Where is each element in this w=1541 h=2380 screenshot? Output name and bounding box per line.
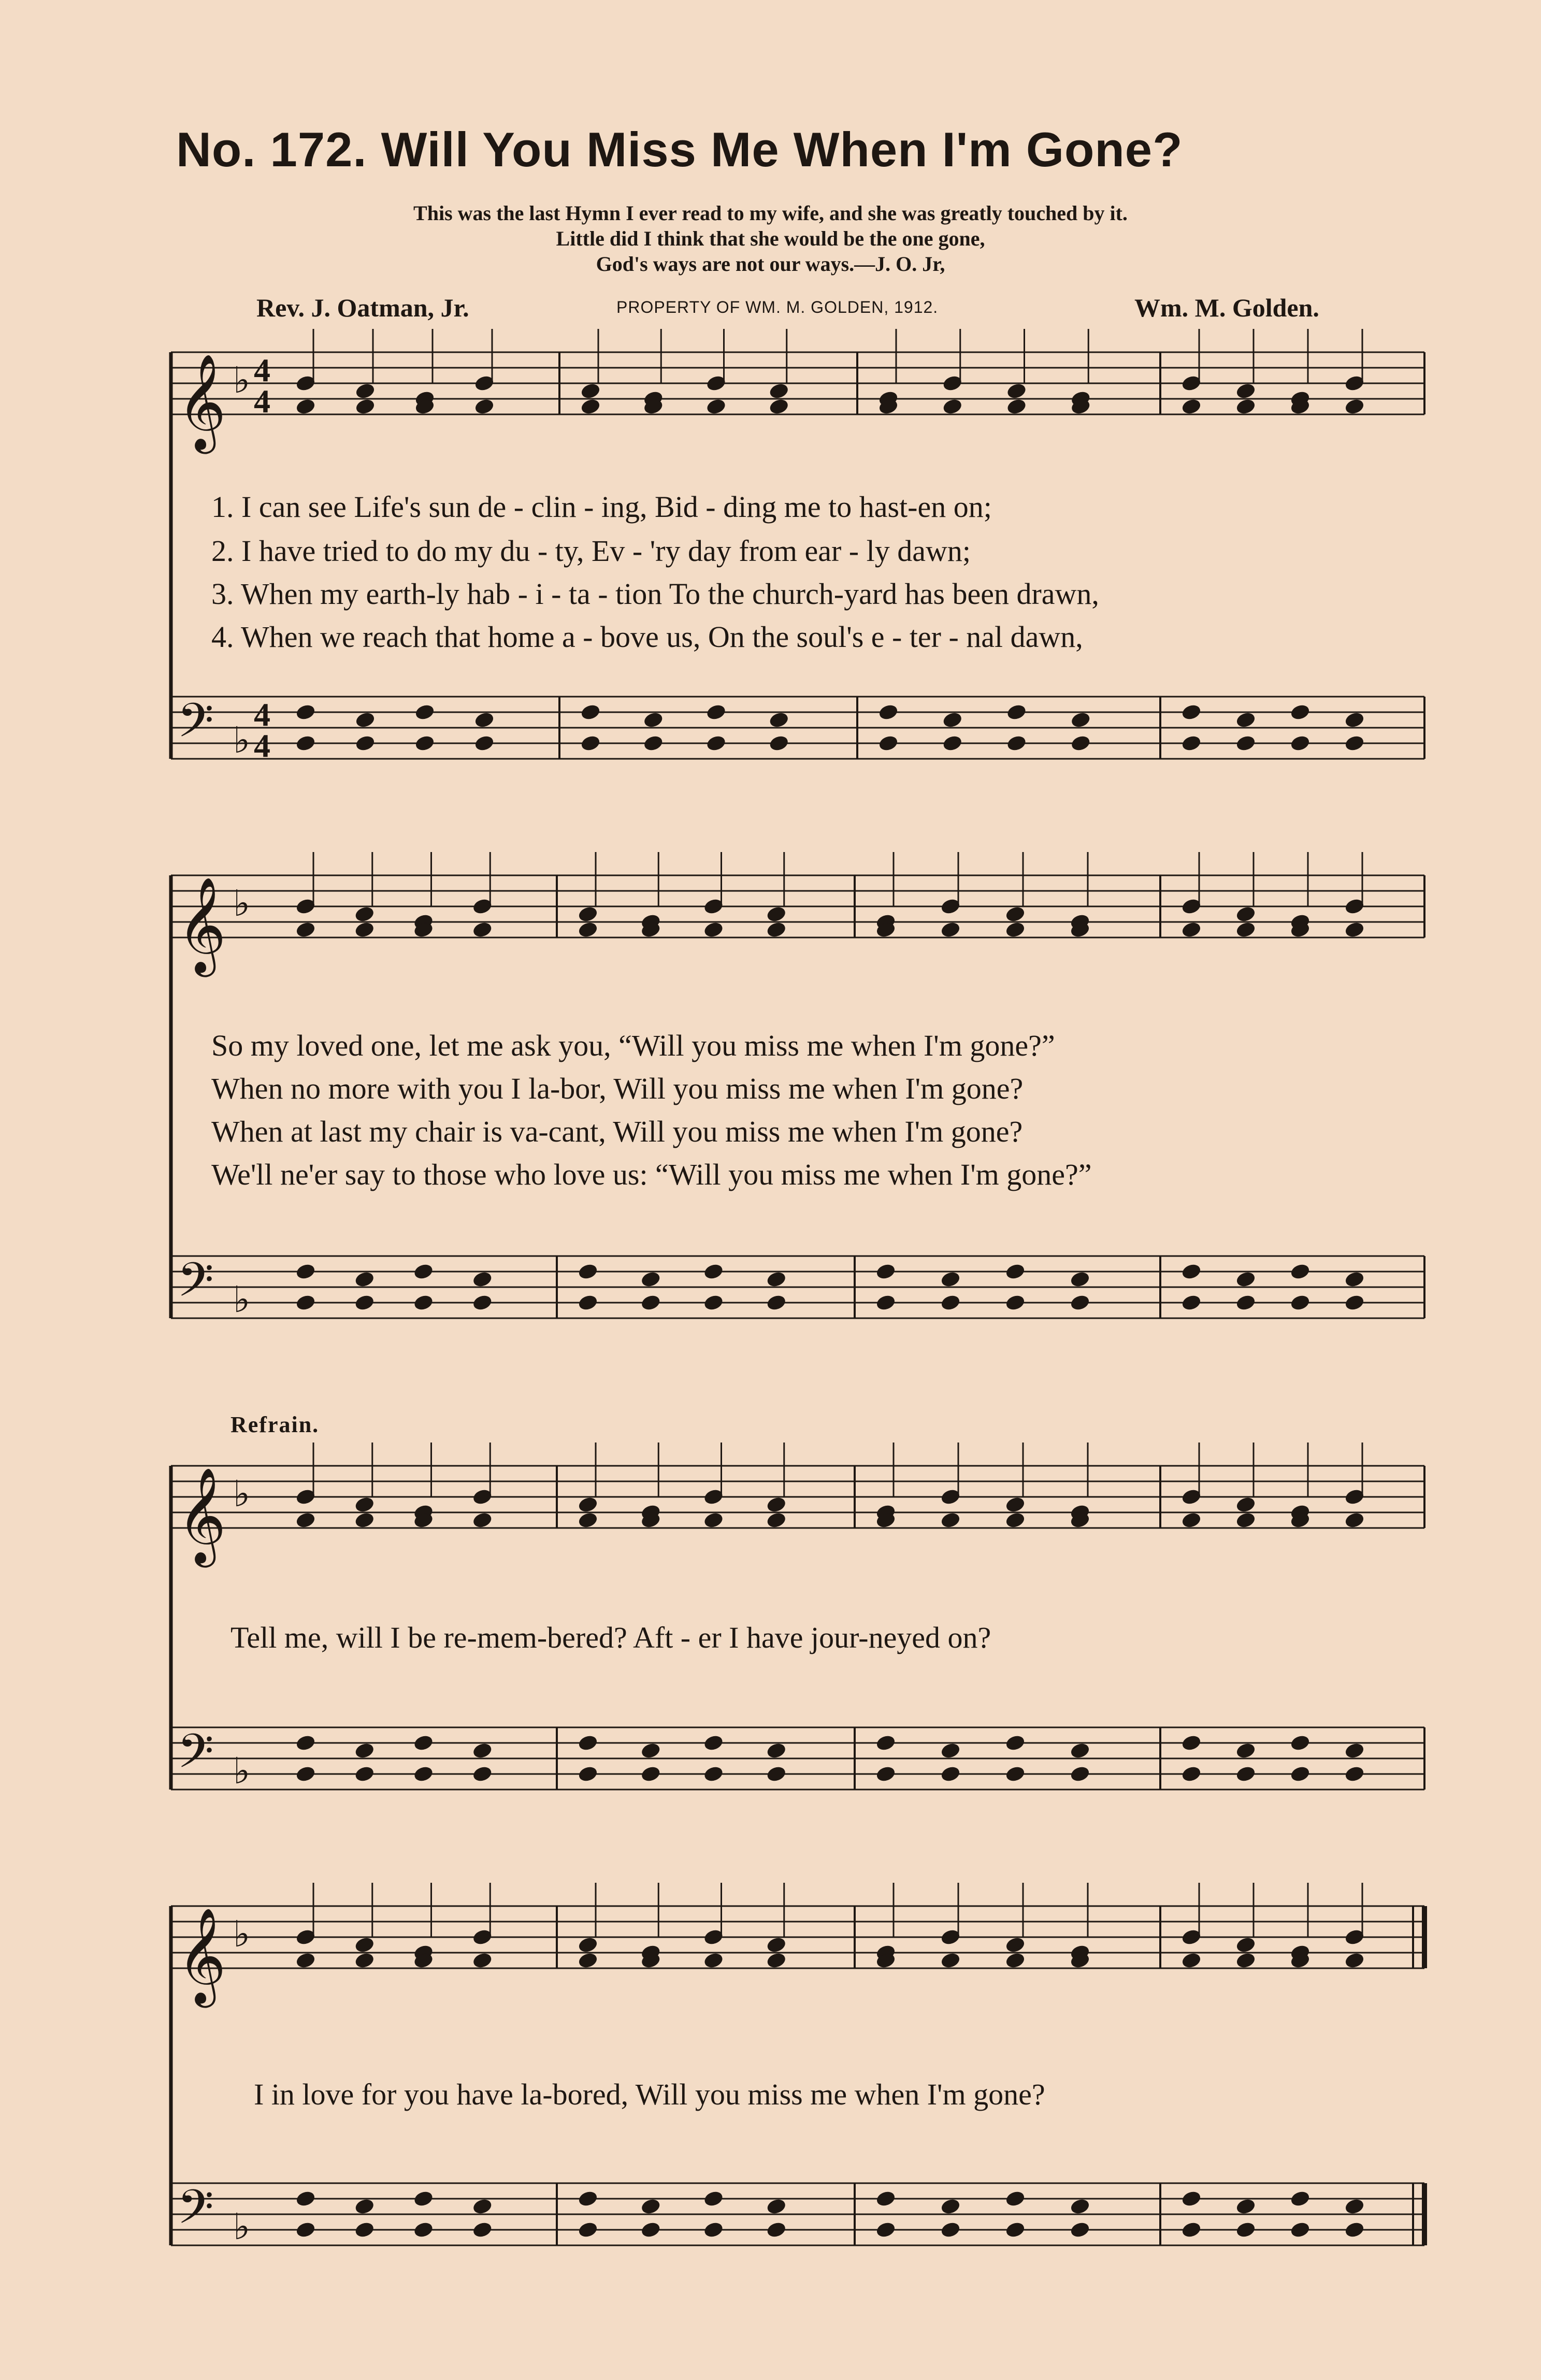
notehead [1344, 2198, 1365, 2215]
notehead [354, 1294, 375, 1311]
notehead [472, 2221, 493, 2239]
refrain-lyric-line-1: Tell me, will I be re-mem-bered? Aft - er I have jour-neyed on? [231, 1621, 991, 1654]
notehead [1235, 1271, 1256, 1288]
notehead [354, 1952, 375, 1969]
notehead [766, 2198, 787, 2215]
notehead [414, 734, 435, 752]
notehead [578, 1496, 598, 1513]
notehead [703, 1952, 724, 1969]
notehead [1344, 734, 1365, 752]
bass-clef-icon: 𝄢 [177, 1252, 214, 1319]
notehead [413, 2190, 434, 2208]
notehead [578, 1734, 598, 1752]
notehead [413, 1734, 434, 1752]
notehead [875, 1765, 896, 1783]
notehead [940, 1511, 961, 1529]
notehead [703, 921, 724, 939]
notehead [578, 1765, 598, 1783]
notehead [1005, 1294, 1026, 1311]
notehead [413, 1294, 434, 1311]
notehead [766, 1511, 787, 1529]
notehead [295, 2190, 316, 2208]
verse-2-line-2: When no more with you I la-bor, Will you miss me when I'm gone? [211, 1072, 1024, 1105]
notehead [472, 1742, 493, 1759]
verse-3-line-1: 3. When my earth-ly hab - i - ta - tion To the church-yard has been drawn, [211, 577, 1099, 611]
notehead [578, 1511, 598, 1529]
notehead [578, 921, 598, 939]
notehead [1006, 382, 1027, 400]
notehead [1005, 1511, 1026, 1529]
verse-1-line-2: So my loved one, let me ask you, “Will you miss me when I'm gone?” [211, 1029, 1055, 1062]
notehead [1070, 1294, 1090, 1311]
notehead [640, 1294, 661, 1311]
notehead [878, 734, 899, 752]
notehead [1344, 1271, 1365, 1288]
notehead [1235, 1294, 1256, 1311]
notehead [1235, 1511, 1256, 1529]
notehead [1070, 1742, 1090, 1759]
composer-credit: Wm. M. Golden. [1134, 293, 1319, 322]
notehead [580, 734, 601, 752]
notehead [1235, 2198, 1256, 2215]
notehead [295, 1734, 316, 1752]
notehead [1181, 398, 1202, 415]
notehead [354, 921, 375, 939]
notehead [578, 1294, 598, 1311]
notehead [703, 1734, 724, 1752]
notehead [940, 1271, 961, 1288]
notehead [355, 382, 376, 400]
notehead [1290, 1734, 1310, 1752]
notehead [703, 2221, 724, 2239]
time-signature-digit: 4 [254, 696, 270, 733]
notehead [578, 1952, 598, 1969]
notehead [1290, 1263, 1310, 1280]
notehead [1006, 703, 1027, 721]
notehead [472, 1952, 493, 1969]
notehead [703, 1765, 724, 1783]
notehead [940, 1952, 961, 1969]
notehead [1005, 905, 1026, 923]
notehead [295, 703, 316, 721]
notehead [766, 1952, 787, 1969]
notehead [295, 921, 316, 939]
notehead [703, 1294, 724, 1311]
notehead [1344, 711, 1365, 729]
time-signature-digit: 4 [254, 383, 270, 420]
notehead [295, 734, 316, 752]
notehead [1344, 1742, 1365, 1759]
notehead [1290, 2190, 1310, 2208]
notehead [1005, 2190, 1026, 2208]
notehead [354, 1765, 375, 1783]
notehead [1070, 1271, 1090, 1288]
flat-key-signature-icon: ♭ [233, 359, 251, 401]
notehead [1290, 734, 1310, 752]
notehead [640, 1742, 661, 1759]
verse-2-line-1: 2. I have tried to do my du - ty, Ev - 'ry day from ear - ly dawn; [211, 534, 971, 568]
notehead [1235, 1952, 1256, 1969]
verse-4-line-2: We'll ne'er say to those who love us: “Will you miss me when I'm gone?” [211, 1158, 1092, 1191]
flat-key-signature-icon: ♭ [233, 1278, 251, 1321]
time-signature-digit: 4 [254, 727, 270, 764]
notehead [766, 2221, 787, 2239]
notehead [295, 1263, 316, 1280]
notehead [940, 2221, 961, 2239]
notehead [1005, 1734, 1026, 1752]
hymn-note-line-1: This was the last Hymn I ever read to my wife, and she was greatly touched by it. [413, 201, 1128, 225]
notehead [355, 711, 376, 729]
notehead [472, 921, 493, 939]
treble-clef-icon: 𝄞 [177, 1907, 226, 2003]
notehead [875, 1294, 896, 1311]
property-notice: PROPERTY OF WM. M. GOLDEN, 1912. [616, 298, 939, 316]
verse-4-line-1: 4. When we reach that home a - bove us, On the soul's e - ter - nal dawn, [211, 620, 1083, 654]
notehead [472, 1765, 493, 1783]
notehead [1181, 703, 1202, 721]
flat-key-signature-icon: ♭ [233, 1473, 251, 1515]
notehead [769, 734, 789, 752]
notehead [1070, 711, 1091, 729]
lyricist-credit: Rev. J. Oatman, Jr. [256, 293, 469, 322]
notehead [1235, 1765, 1256, 1783]
notehead [766, 1765, 787, 1783]
notehead [1235, 711, 1256, 729]
notehead [942, 734, 963, 752]
notehead [766, 1496, 787, 1513]
notehead [1344, 2221, 1365, 2239]
notehead [703, 1263, 724, 1280]
notehead [1344, 1294, 1365, 1311]
notehead [295, 398, 316, 415]
notehead [472, 1511, 493, 1529]
treble-clef-icon: 𝄞 [177, 876, 226, 973]
notehead [766, 1294, 787, 1311]
notehead [643, 734, 664, 752]
notehead [413, 1765, 434, 1783]
notehead [1070, 2221, 1090, 2239]
notehead [354, 1271, 375, 1288]
notehead [1290, 2221, 1310, 2239]
notehead [875, 1263, 896, 1280]
bass-clef-icon: 𝄢 [177, 1724, 214, 1790]
notehead [1005, 921, 1026, 939]
notehead [878, 703, 899, 721]
notehead [1181, 1765, 1202, 1783]
notehead [940, 2198, 961, 2215]
notehead [766, 1936, 787, 1954]
notehead [766, 1742, 787, 1759]
notehead [578, 2190, 598, 2208]
notehead [705, 703, 726, 721]
notehead [414, 703, 435, 721]
time-signature-digit: 4 [254, 352, 270, 388]
notehead [1235, 1742, 1256, 1759]
notehead [413, 2221, 434, 2239]
hymn-note-line-2: Little did I think that she would be the one gone, [556, 227, 985, 250]
notehead [766, 905, 787, 923]
hymn-note-line-3: God's ways are not our ways.—J. O. Jr, [596, 252, 945, 276]
notehead [1235, 1936, 1256, 1954]
notehead [703, 2190, 724, 2208]
verse-1-line-1: 1. I can see Life's sun de - clin - ing, Bid - ding me to hast-en on; [211, 490, 992, 524]
flat-key-signature-icon: ♭ [233, 2205, 251, 2248]
notehead [354, 905, 375, 923]
notehead [1344, 1765, 1365, 1783]
notehead [1344, 1952, 1365, 1969]
notehead [578, 905, 598, 923]
notehead [940, 1294, 961, 1311]
notehead [1344, 398, 1365, 415]
notehead [474, 398, 495, 415]
notehead [472, 1294, 493, 1311]
notehead [766, 921, 787, 939]
notehead [1235, 398, 1256, 415]
notehead [1005, 2221, 1026, 2239]
notehead [578, 2221, 598, 2239]
notehead [875, 2221, 896, 2239]
notehead [1235, 382, 1256, 400]
notehead [472, 1271, 493, 1288]
notehead [1005, 1952, 1026, 1969]
notehead [769, 711, 789, 729]
notehead [1181, 1952, 1202, 1969]
notehead [769, 398, 789, 415]
notehead [1235, 921, 1256, 939]
notehead [580, 398, 601, 415]
notehead [1235, 1496, 1256, 1513]
notehead [1181, 1511, 1202, 1529]
notehead [1235, 734, 1256, 752]
notehead [640, 2221, 661, 2239]
notehead [413, 1263, 434, 1280]
notehead [295, 1765, 316, 1783]
notehead [355, 398, 376, 415]
notehead [1005, 1765, 1026, 1783]
treble-clef-icon: 𝄞 [177, 353, 226, 450]
notehead [1005, 1496, 1026, 1513]
treble-clef-icon: 𝄞 [177, 1466, 226, 1563]
flat-key-signature-icon: ♭ [233, 719, 251, 761]
bass-clef-icon: 𝄢 [177, 693, 214, 759]
notehead [1181, 1294, 1202, 1311]
notehead [640, 2198, 661, 2215]
notehead [703, 1511, 724, 1529]
notehead [1235, 905, 1256, 923]
notehead [942, 398, 963, 415]
notehead [1181, 2221, 1202, 2239]
notehead [472, 2198, 493, 2215]
notehead [355, 734, 376, 752]
notehead [295, 2221, 316, 2239]
refrain-lyric-line-2: I in love for you have la-bored, Will you miss me when I'm gone? [254, 2078, 1045, 2111]
notehead [580, 382, 601, 400]
notehead [1290, 1294, 1310, 1311]
notehead [1181, 921, 1202, 939]
refrain-label: Refrain. [231, 1412, 320, 1437]
notehead [940, 1765, 961, 1783]
notehead [578, 1936, 598, 1954]
notehead [1181, 1734, 1202, 1752]
notehead [1006, 398, 1027, 415]
notehead [1070, 2198, 1090, 2215]
verse-3-line-2: When at last my chair is va-cant, Will you miss me when I'm gone? [211, 1115, 1023, 1148]
hymn-title: No. 172. Will You Miss Me When I'm Gone? [176, 122, 1183, 177]
notehead [1181, 2190, 1202, 2208]
notehead [295, 1294, 316, 1311]
notehead [354, 1742, 375, 1759]
notehead [1181, 1263, 1202, 1280]
notehead [643, 711, 664, 729]
notehead [474, 734, 495, 752]
notehead [1235, 2221, 1256, 2239]
notehead [1181, 734, 1202, 752]
notehead [940, 1742, 961, 1759]
notehead [295, 1511, 316, 1529]
notehead [1005, 1263, 1026, 1280]
notehead [1006, 734, 1027, 752]
notehead [875, 1734, 896, 1752]
notehead [942, 711, 963, 729]
flat-key-signature-icon: ♭ [233, 1750, 251, 1792]
notehead [354, 2221, 375, 2239]
notehead [640, 1271, 661, 1288]
notehead [940, 921, 961, 939]
notehead [474, 711, 495, 729]
notehead [640, 1765, 661, 1783]
notehead [1070, 1765, 1090, 1783]
notehead [295, 1952, 316, 1969]
notehead [578, 1263, 598, 1280]
notehead [354, 1496, 375, 1513]
notehead [354, 1511, 375, 1529]
notehead [1344, 921, 1365, 939]
notehead [1290, 703, 1310, 721]
flat-key-signature-icon: ♭ [233, 1913, 251, 1955]
notehead [705, 734, 726, 752]
notehead [766, 1271, 787, 1288]
notehead [1344, 1511, 1365, 1529]
notehead [354, 2198, 375, 2215]
notehead [705, 398, 726, 415]
notehead [875, 2190, 896, 2208]
notehead [580, 703, 601, 721]
flat-key-signature-icon: ♭ [233, 882, 251, 925]
notehead [1070, 734, 1091, 752]
bass-clef-icon: 𝄢 [177, 2180, 214, 2246]
notehead [1005, 1936, 1026, 1954]
notehead [354, 1936, 375, 1954]
notehead [769, 382, 789, 400]
notehead [1290, 1765, 1310, 1783]
